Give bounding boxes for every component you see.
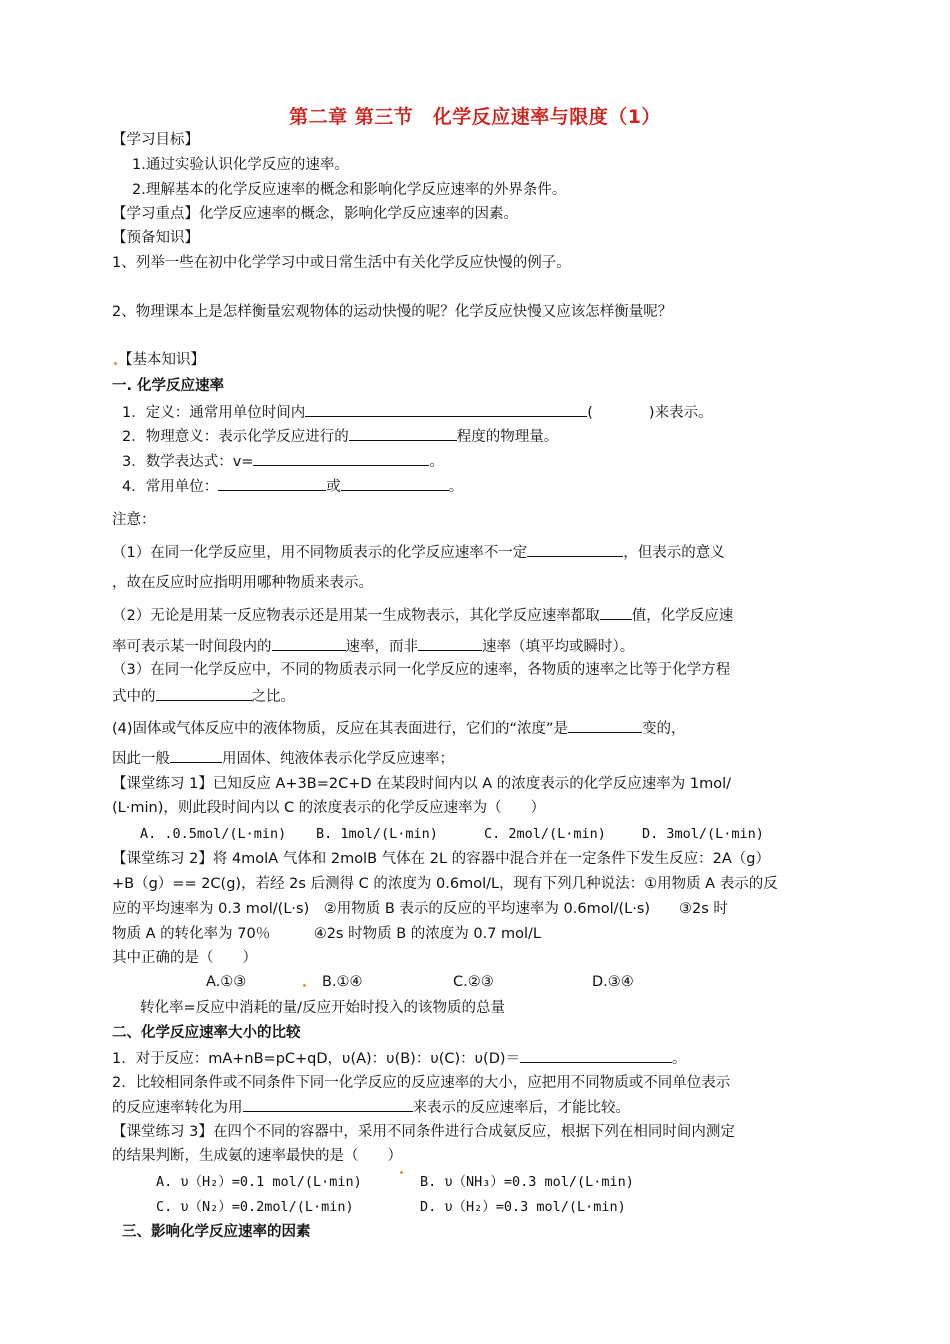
section-2-item-2-text: 的反应速率转化为用 bbox=[112, 1100, 243, 1116]
section-2-heading: 二、化学反应速率大小的比较 bbox=[112, 1025, 301, 1041]
units-text: 4．常用单位： bbox=[122, 479, 219, 495]
section-2-item-2-line-1: 2．比较相同条件或不同条件下同一化学反应的反应速率的大小，应把用不同物质或不同单位表示 bbox=[112, 1075, 731, 1091]
definition-text: 1．定义：通常用单位时间内 bbox=[122, 405, 306, 421]
goals-heading: 【学习目标】 bbox=[112, 132, 199, 148]
blank-note-2c[interactable] bbox=[418, 636, 482, 651]
section-2-item-2-end: 来表示的反应速率后，才能比较。 bbox=[412, 1100, 630, 1116]
note-3-text: 式中的 bbox=[112, 689, 156, 705]
note-4-line-1 bbox=[112, 718, 686, 739]
exercise-3-line-1 bbox=[112, 1122, 735, 1142]
blank-note-2b[interactable] bbox=[272, 636, 346, 651]
note-2-end: 速率（填平均或瞬时）。 bbox=[482, 639, 635, 655]
blank-note-1[interactable] bbox=[527, 542, 623, 557]
exercise-3-line-2: 的结果判断，生成氨的速率最快的是（ ） bbox=[112, 1148, 402, 1164]
exercise-2-stem: 将 4molA 气体和 2molB 气体在 2L 的容器中混合并在一定条件下发生反应：2A（g） bbox=[212, 851, 771, 867]
exercise-2-option-b[interactable]: B.①④ bbox=[322, 974, 363, 990]
meaning-end: 程度的物理量。 bbox=[456, 429, 559, 445]
exercise-1-option-b[interactable]: B. 1mol/(L·min) bbox=[316, 826, 438, 842]
blank-note-4a[interactable] bbox=[568, 718, 642, 733]
units-or: 或 bbox=[326, 479, 341, 495]
goal-item-2: 2.理解基本的化学反应速率的概念和影响化学反应速率的外界条件。 bbox=[132, 182, 567, 198]
goal-item-1: 1.通过实验认识化学反应的速率。 bbox=[132, 157, 349, 173]
blank-formula[interactable] bbox=[253, 451, 429, 466]
blank-meaning[interactable] bbox=[349, 426, 457, 441]
meaning-text: 2．物理意义：表示化学反应进行的 bbox=[122, 429, 349, 445]
stray-dot-mark bbox=[303, 984, 306, 987]
note-4-tail: 变的， bbox=[642, 721, 686, 737]
note-2-line-1 bbox=[112, 605, 733, 626]
exercise-2-option-c[interactable]: C.②③ bbox=[453, 974, 494, 990]
meaning-line bbox=[122, 426, 558, 447]
blank-ratio[interactable] bbox=[520, 1048, 672, 1063]
note-3-line-2 bbox=[112, 686, 295, 707]
exercise-3-option-b[interactable]: B. υ（NH₃）=0.3 mol/(L·min) bbox=[420, 1174, 634, 1190]
blank-definition[interactable] bbox=[305, 402, 587, 417]
exercise-1-line-1 bbox=[112, 774, 731, 794]
formula-text: 3．数学表达式：v= bbox=[122, 454, 254, 470]
prep-heading: 【预备知识】 bbox=[112, 230, 199, 246]
note-2-text: （2）无论是用某一反应物表示还是用某一生成物表示，其化学反应速率都取 bbox=[112, 608, 600, 624]
section-2-item-1-text: 1．对于反应：mA+nB=pC+qD，υ(A)：υ(B)：υ(C)：υ(D)＝ bbox=[112, 1051, 521, 1067]
note-3-line-1: （3）在同一化学反应中，不同的物质表示同一化学反应的速率，各物质的速率之比等于化学方程 bbox=[112, 662, 731, 678]
blank-unit-2[interactable] bbox=[341, 476, 449, 491]
exercise-3-option-a[interactable]: A. υ（H₂）=0.1 mol/(L·min) bbox=[156, 1174, 362, 1190]
section-1-heading: 一. 化学反应速率 bbox=[112, 378, 225, 394]
formula-line bbox=[122, 451, 444, 472]
exercise-2-line-4: 物质 A 的转化率为 70％ ④2s 时物质 B 的浓度为 0.7 mol/L bbox=[112, 926, 542, 942]
note-4-end: 用固体、纯液体表示化学反应速率； bbox=[222, 751, 454, 767]
definition-line bbox=[122, 402, 713, 423]
exercise-2-label: 【课堂练习 2】 bbox=[112, 851, 213, 867]
exercise-1-label: 【课堂练习 1】 bbox=[112, 776, 213, 792]
page-title: 第二章 第三节 化学反应速率与限度（1） bbox=[289, 106, 661, 128]
formula-end: 。 bbox=[429, 454, 444, 470]
blank-same-unit[interactable] bbox=[243, 1097, 413, 1112]
exercise-1-option-a[interactable]: A. .0.5mol/(L·min) bbox=[140, 826, 287, 842]
notes-heading: 注意： bbox=[112, 512, 156, 528]
note-1-line-1 bbox=[112, 542, 725, 563]
note-4-text: (4)固体或气体反应中的液体物质，反应在其表面进行，它们的“浓度”是 bbox=[112, 721, 569, 737]
exercise-3-stem: 在四个不同的容器中，采用不同条件进行合成氨反应，根据下列在相同时间内测定 bbox=[212, 1124, 735, 1140]
note-1-tail: ，但表示的意义 bbox=[623, 545, 725, 561]
conversion-rate-note: 转化率=反应中消耗的量/反应开始时投入的该物质的总量 bbox=[140, 1000, 506, 1016]
note-4-line-2 bbox=[112, 748, 454, 769]
exercise-2-line-2: +B（g）== 2C(g)，若经 2s 后测得 C 的浓度为 0.6mol/L，现有下列几种说法：①用物质 A 表示的反 bbox=[112, 876, 778, 892]
stray-dot-mark bbox=[114, 362, 117, 365]
exercise-2-line-1 bbox=[112, 849, 770, 869]
note-2-line-2 bbox=[112, 636, 634, 657]
exercise-2-line-5: 其中正确的是（ ） bbox=[112, 950, 257, 966]
units-line bbox=[122, 476, 463, 497]
section-3-heading: 三、影响化学反应速率的因素 bbox=[122, 1224, 311, 1240]
exercise-2-line-3: 应的平均速率为 0.3 mol/(L·s) ②用物质 B 表示的反应的平均速率为 0.6mol/(L·s) ③2s 时 bbox=[112, 901, 728, 917]
stray-dot-mark bbox=[400, 1171, 403, 1174]
note-2-tail: 值，化学反应速 bbox=[631, 608, 734, 624]
note-1-text: （1）在同一化学反应里，用不同物质表示的化学反应速率不一定 bbox=[112, 545, 528, 561]
blank-note-2a[interactable] bbox=[600, 605, 632, 620]
prep-question-2: 2、物理课本上是怎样衡量宏观物体的运动快慢的呢？化学反应快慢又应该怎样衡量呢？ bbox=[112, 304, 673, 320]
note-4-mid: 因此一般 bbox=[112, 751, 170, 767]
exercise-1-option-d[interactable]: D. 3mol/(L·min) bbox=[642, 826, 764, 842]
exercise-1-line-2: (L·min)，则此段时间内以 C 的浓度表示的化学反应速率为（ ） bbox=[112, 800, 546, 816]
section-2-item-2-line-2 bbox=[112, 1097, 630, 1118]
units-end: 。 bbox=[448, 479, 464, 495]
basic-heading: 【基本知识】 bbox=[118, 352, 205, 368]
exercise-1-stem: 已知反应 A+3B=2C+D 在某段时间内以 A 的浓度表示的化学反应速率为 1mol/ bbox=[212, 776, 731, 792]
section-2-item-1 bbox=[112, 1048, 687, 1069]
focus-heading: 【学习重点】 bbox=[112, 206, 199, 222]
blank-note-3[interactable] bbox=[156, 686, 252, 701]
paren-open: ( bbox=[587, 405, 593, 421]
note-2-rather: 速率，而非 bbox=[345, 639, 418, 655]
exercise-1-option-c[interactable]: C. 2mol/(L·min) bbox=[484, 826, 606, 842]
section-2-item-1-end: 。 bbox=[672, 1051, 687, 1067]
note-1-line-2: ，故在反应时应指明用哪种物质来表示。 bbox=[112, 575, 373, 591]
blank-note-4b[interactable] bbox=[170, 748, 222, 763]
note-3-end: 之比。 bbox=[251, 689, 295, 705]
exercise-3-label: 【课堂练习 3】 bbox=[112, 1124, 213, 1140]
definition-end: )来表示。 bbox=[648, 405, 713, 421]
exercise-2-option-d[interactable]: D.③④ bbox=[592, 974, 634, 990]
prep-question-1: 1、列举一些在初中化学学习中或日常生活中有关化学反应快慢的例子。 bbox=[112, 255, 571, 271]
focus-text: 化学反应速率的概念，影响化学反应速率的因素。 bbox=[199, 206, 518, 222]
focus-line bbox=[112, 204, 518, 224]
exercise-3-option-c[interactable]: C. υ（N₂）=0.2mol/(L·min) bbox=[156, 1199, 354, 1215]
note-2-mid: 率可表示某一时间段内的 bbox=[112, 639, 272, 655]
blank-unit-1[interactable] bbox=[218, 476, 326, 491]
exercise-2-option-a[interactable]: A.①③ bbox=[206, 974, 247, 990]
exercise-3-option-d[interactable]: D. υ（H₂）=0.3 mol/(L·min) bbox=[420, 1199, 626, 1215]
